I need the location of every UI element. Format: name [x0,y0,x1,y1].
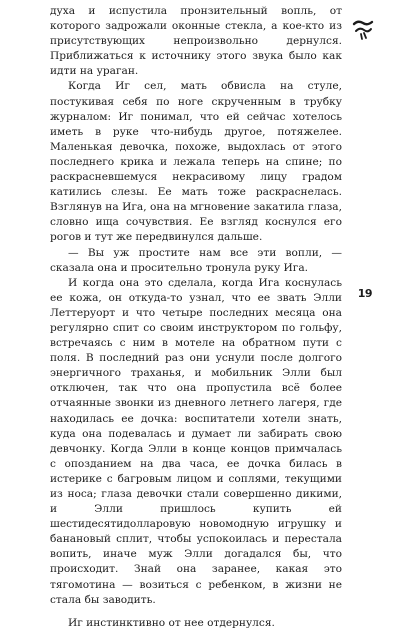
page-number: 19 [357,287,372,300]
paragraph: И когда она это сделала, когда Ига коснулась ее кожа, он откуда-то узнал, что ее звать Элли Леттеруорт и что четыре последних месяца она регулярно спит со своим инструктором по гольфу, встречаясь с ним в мотеле на обратном пути с поля. В последний раз они уснули после долгого энергичного траханья, и мобильник Элли был отключен, так что она пропустила всё более отчаянные звонки из дневного летнего лагеря, где находилась ее дочка: воспитатели хотели знать, куда она подевалась и думает ли забирать свою девчонку. Когда Элли в конце концов примчалась с опозданием на два часа, ее дочка билась в истерике с багровым лицом и соплями, текущими из носа; глаза девочки стали совершенно дикими, и Элли пришлось купить ей шестидесятидолларовую новомодную игрушку и банановый сплит, чтобы успокоилась и перестала вопить, иначе муж Элли догадался бы, что происходит. Знай она заранее, какая это тягомотина — возиться с ребенком, в жизни не стала бы заводить. [50,276,342,606]
paragraph: Когда Иг сел, мать обвисла на стуле, постукивая себя по ноге скрученным в трубку журналом: Иг понимал, что ей сейчас хотелось иметь в руке что-нибудь другое, потяжелее. Маленькая девочка, похоже, выдохлась от этого последнего крика и лежала теперь на спине; по раскрасневшемуся некрасивому лицу градом катились слезы. Ее мать тоже раскраснелась. Взглянув на Ига, она на мгновение закатила глаза, словно ища сочувствия. Ее взгляд коснулся его рогов и тут же передвинулся дальше. [50,80,342,244]
ornament-icon [352,18,374,40]
paragraph-continuation: духа и испустила пронзительный вопль, от которого задрожали оконные стекла, а кое-кто из присутствующих непроизвольно дернулся. Приближаться к источнику этого звука было как идти на ураган. [50,5,342,78]
dialogue-paragraph: — Вы уж простите нам все эти вопли, — сказала она и просительно тронула руку Ига. [50,246,342,274]
body-text [50,4,342,631]
closing-paragraph: Иг инстинктивно от нее отдернулся. [68,616,275,629]
